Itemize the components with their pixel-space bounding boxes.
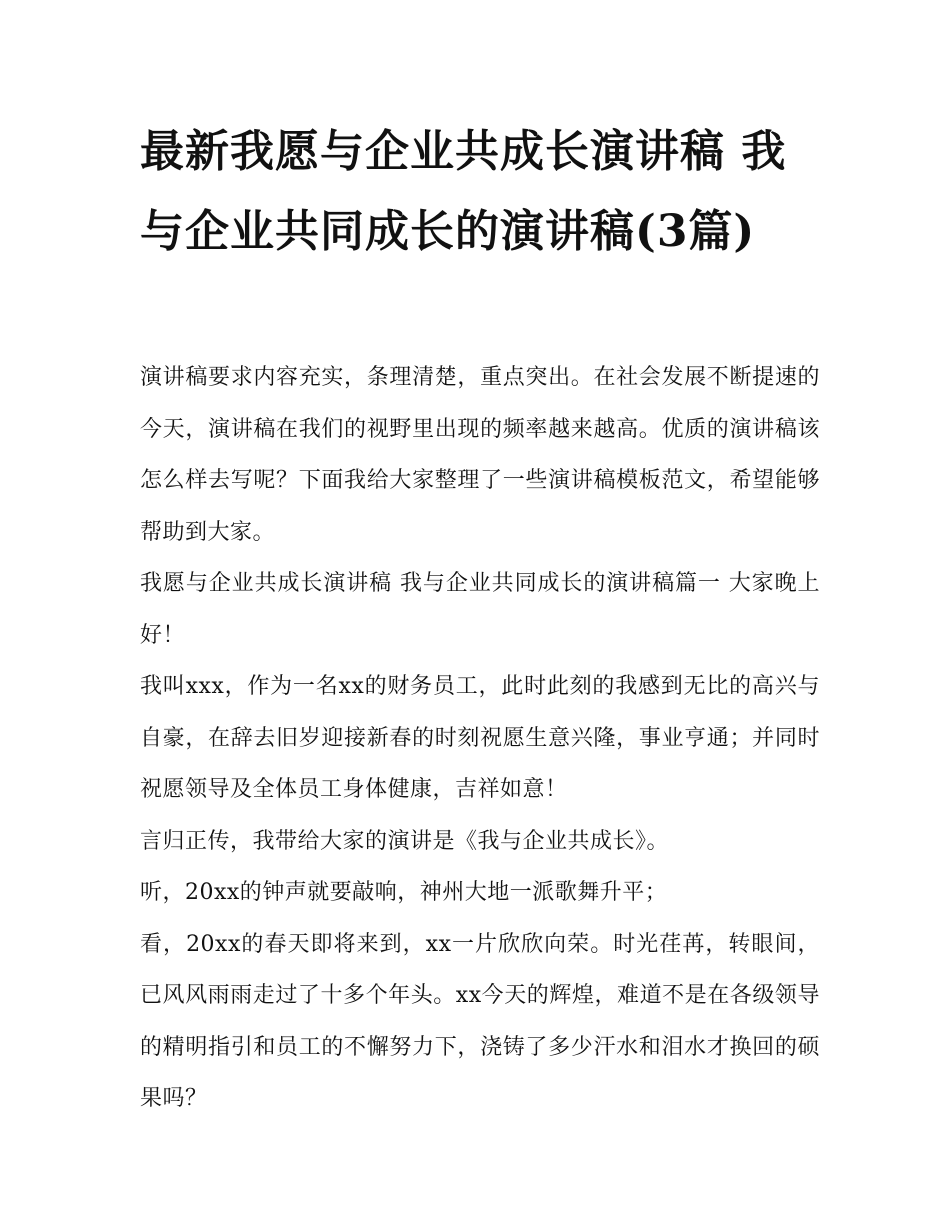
paragraph-greeting: 我愿与企业共成长演讲稿 我与企业共同成长的演讲稿篇一 大家晚上好！ — [140, 571, 820, 648]
paragraph-look: 看，20xx的春天即将来到，xx一片欣欣向荣。时光荏苒，转眼间，已风风雨雨走过了十多个年头。xx今天的辉煌，难道不是在各级领导的精明指引和员工的不懈努力下，浇铸了多少汗水和泪水才换回的硕果吗？ — [140, 931, 821, 1111]
paragraph-intro: 演讲稿要求内容充实，条理清楚，重点突出。在社会发展不断提速的今天，演讲稿在我们的视野里出现的频率越来越高。优质的演讲稿该怎么样去写呢？下面我给大家整理了一些演讲稿模板范文，希望能够帮助到大家。 — [140, 365, 820, 545]
document-body — [140, 352, 820, 1125]
paragraph-listen: 听，20xx的钟声就要敲响，神州大地一派歌舞升平； — [140, 880, 668, 905]
paragraph-self-introduction: 我叫xxx，作为一名xx的财务员工，此时此刻的我感到无比的高兴与自豪，在辞去旧岁迎接新春的时刻祝愿生意兴隆，事业亨通；并同时祝愿领导及全体员工身体健康，吉祥如意！ — [140, 674, 820, 802]
document-title: 最新我愿与企业共成长演讲稿 我与企业共同成长的演讲稿(3篇) — [140, 126, 787, 257]
paragraph-topic: 言归正传，我带给大家的演讲是《我与企业共成长》。 — [140, 828, 670, 854]
